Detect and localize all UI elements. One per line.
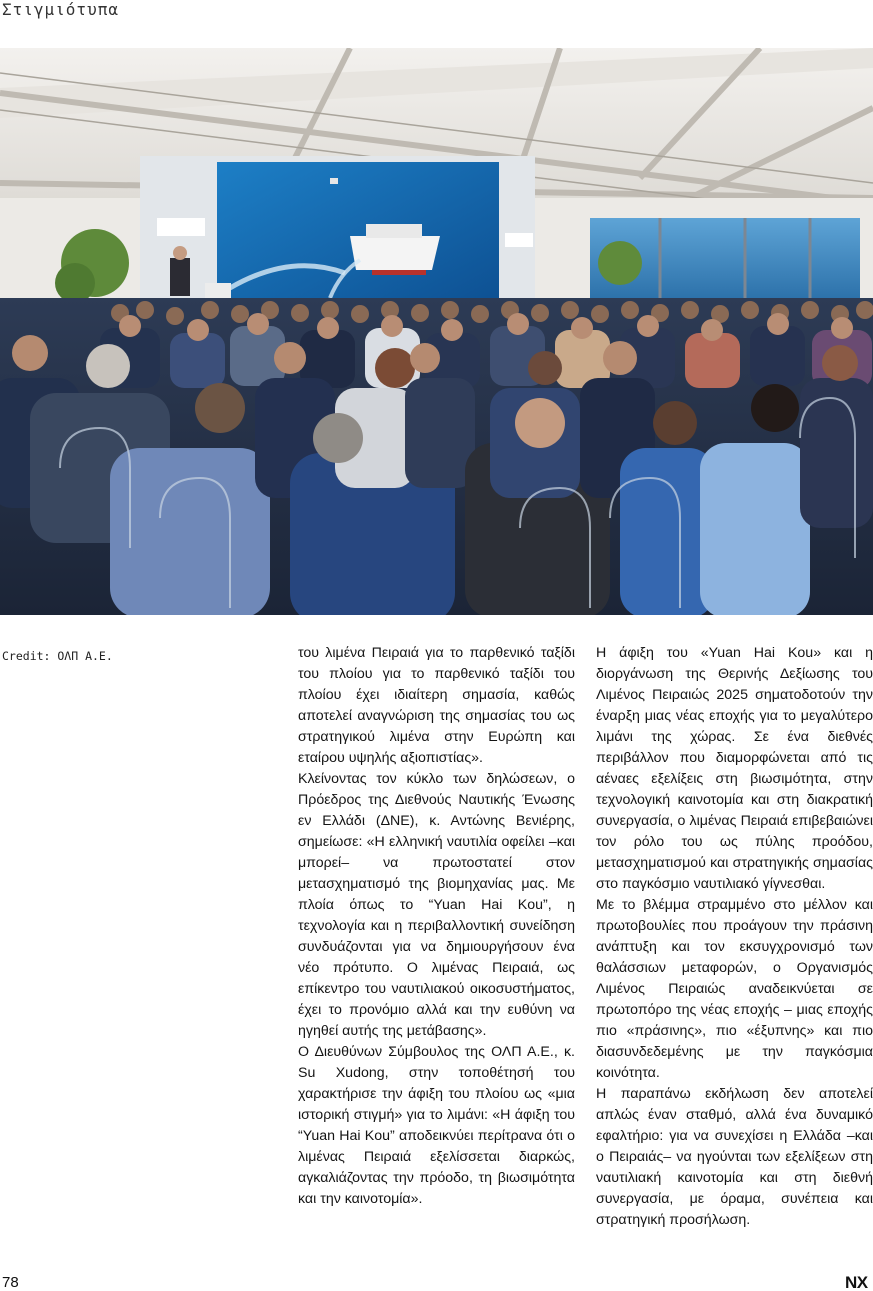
paragraph: Ο Διευθύνων Σύμβουλος της ΟΛΠ Α.Ε., κ. Su Xudong, στην τοποθέτησή του χαρακτήρισε την άφιξη του πλοίου ως «μια ιστορική στιγμή» για το λιμάνι: «Η άφιξη του “Yuan Hai Kou” αποδεικνύει περίτρανα ότι ο λιμένας Πειραιά εξελίσσεται διαρκώς, αγκαλιάζοντας την πρόοδο, τη βιωσιμότητα και την καινοτομία». [298, 1044, 575, 1207]
paragraph: Η παραπάνω εκδήλωση δεν αποτελεί απλώς έναν σταθμό, αλλά ένα δυναμικό εφαλτήριο: για να συνεχίσει η Ελλάδα –και ο Πειραιάς– να ηγούνται των εξελίξεων στη ναυτιλιακή καινοτομία και στη διεθνή συνεργασία, με όραμα, συνέπεια και στρατηγική προσήλωση. [596, 1086, 873, 1228]
text-column-2 [596, 643, 873, 1231]
section-label: Στιγμιότυπα [2, 0, 119, 19]
paragraph: Με το βλέμμα στραμμένο στο μέλλον και πρωτοβουλίες που προάγουν την πράσινη ανάπτυξη και τον εκσυγχρονισμό των θαλάσσιων μεταφορών, ο Οργανισμός Λιμένος Πειραιώς αναδεικνύεται σε πρωτοπόρο της νέας εποχής – μιας εποχής πιο «πράσινης», πιο «έξυπνης» και πιο διασυνδεδεμένης με την παγκόσμια κοινότητα. [596, 897, 873, 1081]
paragraph: του λιμένα Πειραιά για το παρθενικό ταξίδι του πλοίου για το παρθενικό ταξίδι του πλοίου έχει ιδιαίτερη σημασία, καθώς αποτελεί αναγνώριση της σημασίας του ως στρατηγικού λιμένα στην Ευρώπη και εταίρου υψηλής αξιοπιστίας». [298, 645, 575, 766]
event-photo [0, 48, 873, 615]
brand-logo: NX [845, 1273, 868, 1291]
page-number: 78 [2, 1274, 19, 1291]
paragraph: Κλείνοντας τον κύκλο των δηλώσεων, ο Πρόεδρος της Διεθνούς Ναυτικής Ένωσης εν Ελλάδι (ΔΝΕ), κ. Αντώνης Βενιέρης, σημείωσε: «Η ελληνική ναυτιλία οφείλει –και μπορεί– να πρωτοστατεί στον μετασχηματισμό της βιομηχανίας μας. Με πλοία όπως το “Yuan Hai Kou”, η τεχνολογία και η περιβαλλοντική συνείδηση συνδυάζονται για να δημιουργήσουν ένα νέο πρότυπο. Ο λιμένας Πειραιά, ως επίκεντρο του ναυτιλιακού οικοσυστήματος, έχει το προνόμιο αλλά και την ευθύνη να ηγηθεί αυτής της μετάβασης». [298, 771, 575, 1039]
paragraph: Η άφιξη του «Yuan Hai Kou» και η διοργάνωση της Θερινής Δεξίωσης του Λιμένος Πειραιώς 2025 σηματοδοτούν την έναρξη μιας νέας εποχής για το μεγαλύτερο λιμάνι της χώρας. Σε ένα διεθνές περιβάλλον που διαμορφώνεται από τις αέναες εξελίξεις στη βιωσιμότητα, στην τεχνολογική καινοτομία και στη διακρατική συνεργασία, ο λιμένας Πειραιά επιβεβαιώνει τον ρόλο του ως πύλης προόδου, μετασχηματισμού και στρατηγικής σημασίας στο παγκόσμιο ναυτιλιακό γίγνεσθαι. [596, 645, 873, 892]
text-column-1 [298, 643, 575, 1210]
photo-credit: Credit: ΟΛΠ Α.Ε. [2, 649, 113, 663]
